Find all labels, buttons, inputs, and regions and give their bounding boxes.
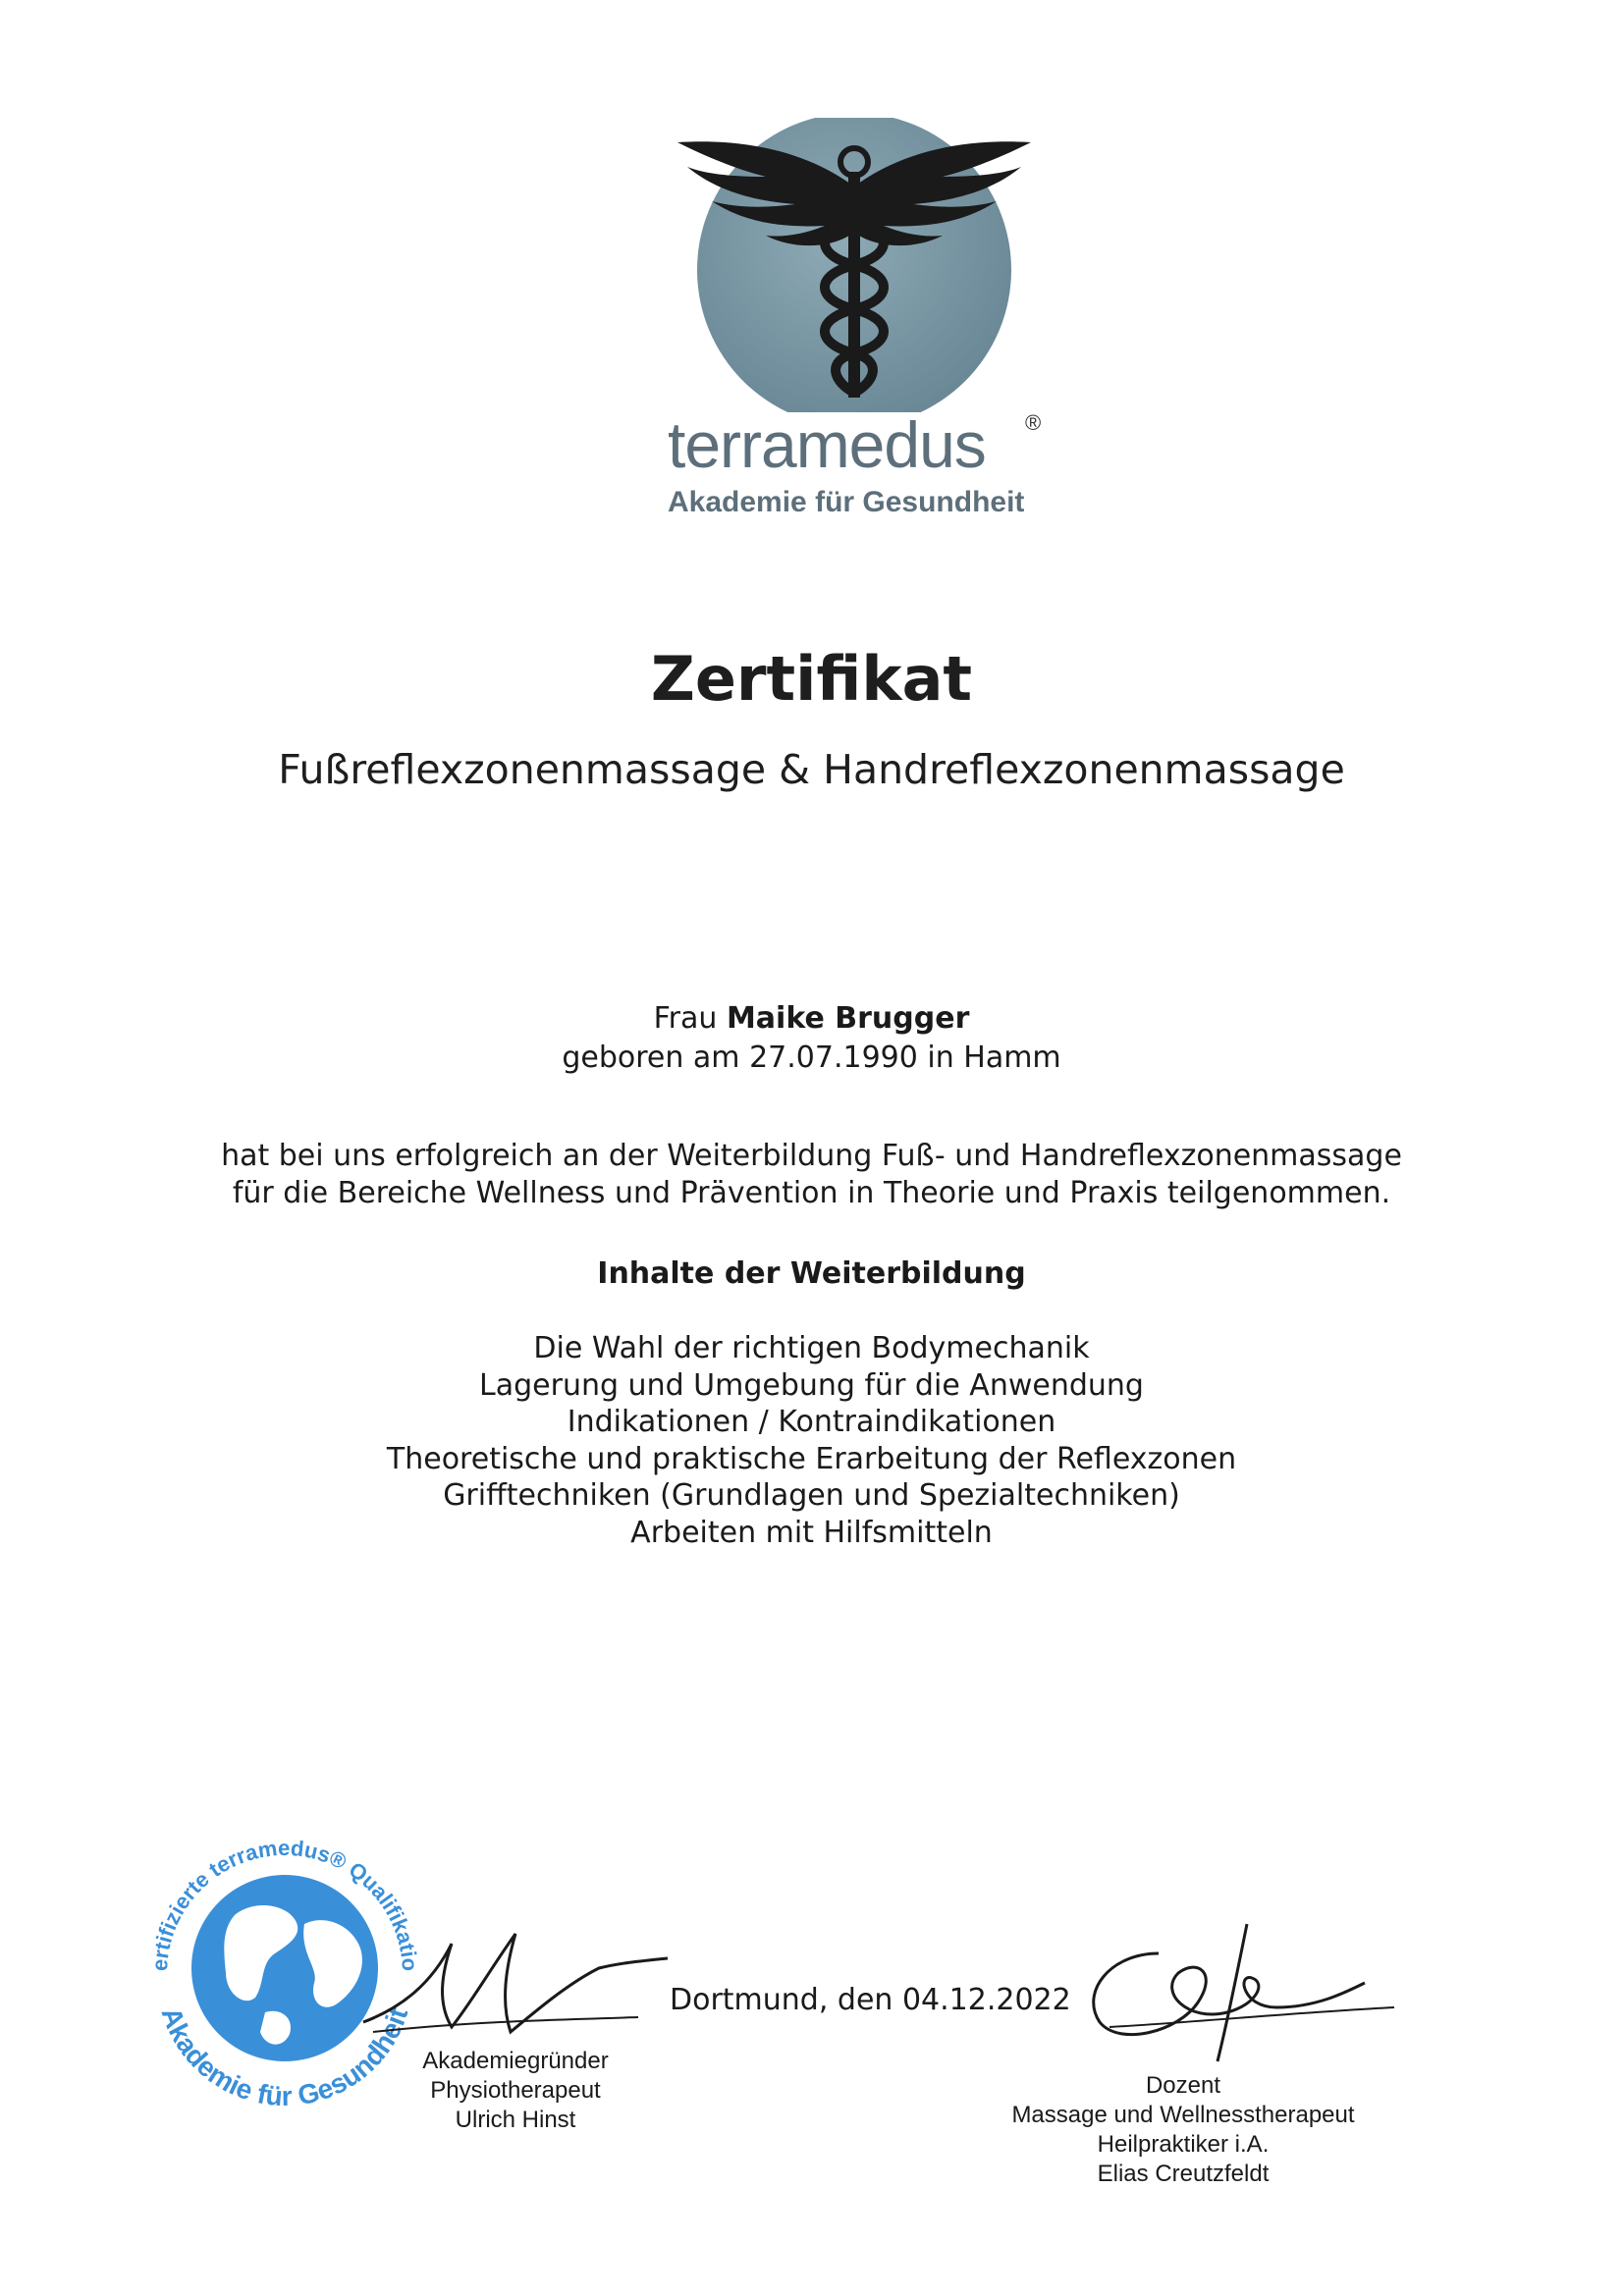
certificate-title: Zertifikat	[650, 643, 973, 715]
signature-right	[1051, 1914, 1404, 2071]
contents-heading: Inhalte der Weiterbildung	[597, 1256, 1026, 1291]
right-signatory-title: Heilpraktiker i.A.	[1097, 2131, 1270, 2158]
salutation: Frau	[653, 1001, 718, 1036]
list-item: Theoretische und praktische Erarbeitung der Reflexzonen	[386, 1441, 1237, 1476]
left-signatory-role: Akademiegründer	[422, 2048, 609, 2074]
signature-left	[344, 1914, 677, 2061]
right-signatory-role: Dozent	[1145, 2072, 1221, 2099]
list-item: Lagerung und Umgebung für die Anwendung	[479, 1367, 1144, 1403]
logo	[658, 118, 1070, 412]
list-item: Grifftechniken (Grundlagen und Spezialtechniken)	[443, 1478, 1180, 1513]
place-date: Dortmund, den 04.12.2022	[670, 1983, 1071, 2017]
right-signatory-profession: Massage und Wellnesstherapeut	[1011, 2102, 1355, 2128]
stamp-text-bottom: Akademie für Gesundheit	[155, 2002, 414, 2112]
contents-list	[0, 1330, 1623, 1551]
caduceus-icon	[658, 118, 1070, 412]
certificate-subtitle: Fußreflexzonenmassage & Handreflexzonenmassage	[278, 746, 1345, 793]
left-signatory	[393, 2047, 638, 2135]
list-item: Die Wahl der richtigen Bodymechanik	[533, 1331, 1090, 1365]
right-signatory	[962, 2071, 1404, 2189]
brand-tagline: Akademie für Gesundheit	[668, 486, 1025, 518]
stamp-text-top: ertifizierte terramedus® Qualifikatio	[146, 1835, 423, 1972]
left-signatory-name: Ulrich Hinst	[455, 2107, 576, 2133]
registered-mark: ®	[1025, 410, 1042, 435]
body-line-2: für die Bereiche Wellness und Prävention in Theorie und Praxis teilgenommen.	[232, 1176, 1391, 1210]
body-line-1: hat bei uns erfolgreich an der Weiterbildung Fuß- und Handreflexzonenmassage	[221, 1139, 1402, 1173]
recipient-name: Maike Brugger	[726, 1001, 970, 1036]
birth-line: geboren am 27.07.1990 in Hamm	[562, 1041, 1061, 1075]
brand-name: terramedus	[668, 408, 986, 481]
list-item: Arbeiten mit Hilfsmitteln	[630, 1515, 993, 1550]
recipient-line	[0, 1001, 1623, 1036]
right-signatory-name: Elias Creutzfeldt	[1097, 2161, 1270, 2187]
left-signatory-profession: Physiotherapeut	[430, 2077, 601, 2104]
list-item: Indikationen / Kontraindikationen	[567, 1405, 1056, 1439]
